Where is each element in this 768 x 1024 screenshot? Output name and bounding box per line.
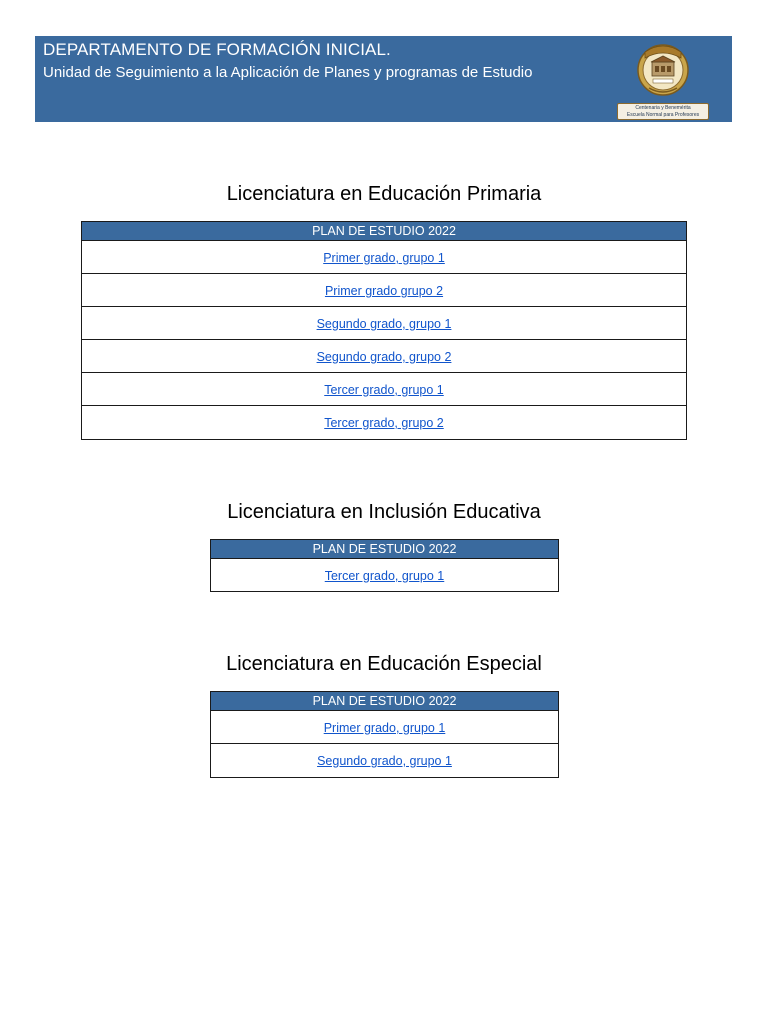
table-row <box>82 373 686 406</box>
table-row <box>211 711 558 744</box>
group-link[interactable]: Segundo grado, grupo 1 <box>317 754 452 768</box>
group-link[interactable]: Segundo grado, grupo 1 <box>316 317 452 331</box>
section-title-inclusion: Licenciatura en Inclusión Educativa <box>227 501 541 523</box>
table-row <box>82 307 686 340</box>
group-link[interactable]: Primer grado, grupo 1 <box>323 721 446 735</box>
plan-header: PLAN DE ESTUDIO 2022 <box>211 540 558 559</box>
group-link[interactable]: Tercer grado, grupo 1 <box>324 569 445 583</box>
table-row <box>211 744 558 777</box>
section-title-especial: Licenciatura en Educación Especial <box>226 653 542 675</box>
plan-table-especial <box>210 691 559 778</box>
unit-subtitle: Unidad de Seguimiento a la Aplicación de Planes y programas de Estudio <box>43 64 533 81</box>
group-link[interactable]: Segundo grado, grupo 2 <box>316 350 452 364</box>
group-link[interactable]: Primer grado grupo 2 <box>324 284 444 298</box>
group-link[interactable]: Tercer grado, grupo 1 <box>324 383 444 397</box>
section-title-primaria: Licenciatura en Educación Primaria <box>226 183 542 205</box>
plan-header: PLAN DE ESTUDIO 2022 <box>82 222 686 241</box>
seal-motto-line2: Escuela Normal para Profesores <box>626 112 700 118</box>
group-link[interactable]: Primer grado, grupo 1 <box>323 251 445 265</box>
school-seal-icon <box>613 38 713 120</box>
table-row <box>82 406 686 439</box>
department-title: DEPARTAMENTO DE FORMACIÓN INICIAL. <box>43 40 391 59</box>
header-banner <box>35 36 732 122</box>
table-row <box>82 241 686 274</box>
plan-table-inclusion <box>210 539 559 592</box>
table-row <box>211 559 558 592</box>
table-row <box>82 340 686 373</box>
group-link[interactable]: Tercer grado, grupo 2 <box>324 416 444 430</box>
seal-motto-line1: Centenaria y Benemérita <box>635 105 691 111</box>
plan-header: PLAN DE ESTUDIO 2022 <box>211 692 558 711</box>
table-row <box>82 274 686 307</box>
plan-table-primaria <box>81 221 687 440</box>
seal-emblem-icon <box>637 38 689 104</box>
